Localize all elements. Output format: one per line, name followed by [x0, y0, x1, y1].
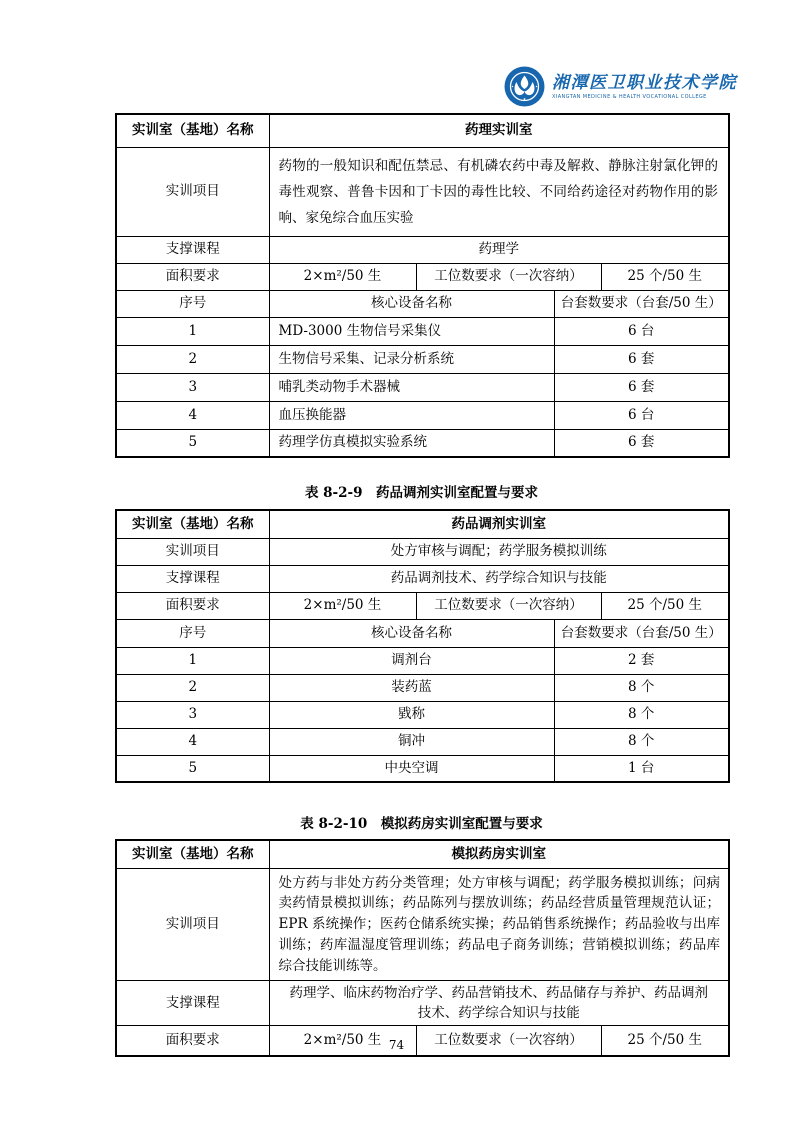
college-emblem-icon: [504, 66, 545, 107]
equipment-qty: 6 台: [554, 401, 729, 429]
equipment-row: [116, 755, 729, 782]
page-number: 74: [388, 1038, 405, 1052]
area-label: 面积要求: [116, 263, 269, 290]
stations-value: 25 个/50 生: [601, 263, 729, 290]
table-row: [116, 565, 729, 592]
seq-label: 序号: [116, 290, 269, 317]
equipment-row: [116, 429, 729, 457]
table-row: [116, 619, 729, 647]
area-value: 2×m²/50 生: [269, 263, 416, 290]
college-name-english: XIANGTAN MEDICINE & HEALTH VOCATIONAL COLLEGE: [552, 93, 707, 100]
seq-label: 序号: [116, 619, 269, 647]
sets-label: 台套数要求（台套/50 生）: [554, 619, 729, 647]
equipment-no: 4: [116, 728, 269, 755]
equipment-qty: 6 套: [554, 373, 729, 401]
table-row: [116, 592, 729, 619]
project-label: 实训项目: [116, 538, 269, 565]
equipment-name: 铜冲: [269, 728, 554, 755]
table-row: [116, 147, 729, 236]
equipment-no: 1: [116, 317, 269, 345]
pharmacology-lab-table: [115, 113, 730, 458]
equipment-name: 调剂台: [269, 647, 554, 674]
equipment-qty: 2 套: [554, 647, 729, 674]
equipment-no: 2: [116, 345, 269, 373]
table-row: [116, 236, 729, 263]
area-value: 2×m²/50 生: [269, 592, 416, 619]
room-name-label: 实训室（基地）名称: [116, 114, 269, 147]
equipment-row: [116, 373, 729, 401]
courses-label: 支撑课程: [116, 236, 269, 263]
project-label: 实训项目: [116, 147, 269, 236]
equipment-label: 核心设备名称: [269, 619, 554, 647]
dispensing-lab-table: [115, 509, 730, 783]
equipment-qty: 6 台: [554, 317, 729, 345]
equipment-qty: 1 台: [554, 755, 729, 782]
area-label: 面积要求: [116, 592, 269, 619]
room-name-label: 实训室（基地）名称: [116, 510, 269, 538]
table-row: [116, 981, 729, 1026]
courses-text: 药理学、临床药物治疗学、药品营销技术、药品储存与养护、药品调剂技术、药学综合知识与技能: [269, 981, 729, 1026]
table-row: [116, 538, 729, 565]
equipment-name: 生物信号采集、记录分析系统: [269, 345, 554, 373]
table-row: [116, 263, 729, 290]
stations-value: 25 个/50 生: [601, 1026, 729, 1056]
table-row: [116, 114, 729, 147]
equipment-qty: 6 套: [554, 429, 729, 457]
stations-value: 25 个/50 生: [601, 592, 729, 619]
courses-text: 药理学: [269, 236, 729, 263]
equipment-row: [116, 345, 729, 373]
college-name-block: [552, 74, 737, 100]
equipment-row: [116, 401, 729, 429]
equipment-no: 5: [116, 755, 269, 782]
equipment-name: 中央空调: [269, 755, 554, 782]
equipment-row: [116, 317, 729, 345]
equipment-row: [116, 647, 729, 674]
project-label: 实训项目: [116, 868, 269, 981]
college-name-chinese: 湘潭医卫职业技术学院: [552, 72, 737, 93]
room-name-value: 药理实训室: [269, 114, 729, 147]
table-8-2-10-title: 表 8-2-10 模拟药房实训室配置与要求: [300, 816, 543, 832]
equipment-row: [116, 701, 729, 728]
equipment-no: 4: [116, 401, 269, 429]
table-8-2-9-title: 表 8-2-9 药品调剂实训室配置与要求: [304, 485, 539, 501]
equipment-qty: 8 个: [554, 674, 729, 701]
equipment-no: 2: [116, 674, 269, 701]
equipment-name: 装药蓝: [269, 674, 554, 701]
table-row: [116, 510, 729, 538]
equipment-row: [116, 728, 729, 755]
table-row: [116, 840, 729, 868]
simulated-pharmacy-lab-table: [115, 839, 730, 1057]
courses-label: 支撑课程: [116, 981, 269, 1026]
table-row: [116, 868, 729, 981]
equipment-label: 核心设备名称: [269, 290, 554, 317]
equipment-row: [116, 674, 729, 701]
college-logo: [504, 66, 737, 107]
area-label: 面积要求: [116, 1026, 269, 1056]
sets-label: 台套数要求（台套/50 生）: [554, 290, 729, 317]
table-row: [116, 290, 729, 317]
stations-label: 工位数要求（一次容纳）: [416, 263, 601, 290]
project-text: 处方药与非处方药分类管理；处方审核与调配；药学服务模拟训练；问病卖药情景模拟训练；药品陈列与摆放训练；药品经营质量管理规范认证；EPR 系统操作；医药仓储系统实操；药品销售系统操作；药品验收与出库训练；药库温湿度管理训练；药品电子商务训练；营销模拟训练；药品库综合技能训练等。: [269, 868, 729, 981]
equipment-qty: 8 个: [554, 728, 729, 755]
room-name-label: 实训室（基地）名称: [116, 840, 269, 868]
stations-label: 工位数要求（一次容纳）: [416, 592, 601, 619]
equipment-name: 戥称: [269, 701, 554, 728]
project-text: 处方审核与调配；药学服务模拟训练: [269, 538, 729, 565]
courses-text: 药品调剂技术、药学综合知识与技能: [269, 565, 729, 592]
room-name-value: 药品调剂实训室: [269, 510, 729, 538]
equipment-no: 3: [116, 373, 269, 401]
page-content: [115, 113, 728, 1057]
area-value: 2×m²/50 生: [269, 1026, 416, 1056]
equipment-name: MD-3000 生物信号采集仪: [269, 317, 554, 345]
room-name-value: 模拟药房实训室: [269, 840, 729, 868]
project-text: 药物的一般知识和配伍禁忌、有机磷农药中毒及解救、静脉注射氯化钾的毒性观察、普鲁卡因和丁卡因的毒性比较、不同给药途径对药物作用的影响、家兔综合血压实验: [269, 147, 729, 236]
equipment-name: 哺乳类动物手术器械: [269, 373, 554, 401]
equipment-name: 药理学仿真模拟实验系统: [269, 429, 554, 457]
equipment-no: 5: [116, 429, 269, 457]
equipment-qty: 8 个: [554, 701, 729, 728]
equipment-no: 3: [116, 701, 269, 728]
stations-label: 工位数要求（一次容纳）: [416, 1026, 601, 1056]
equipment-name: 血压换能器: [269, 401, 554, 429]
equipment-no: 1: [116, 647, 269, 674]
equipment-qty: 6 套: [554, 345, 729, 373]
courses-label: 支撑课程: [116, 565, 269, 592]
